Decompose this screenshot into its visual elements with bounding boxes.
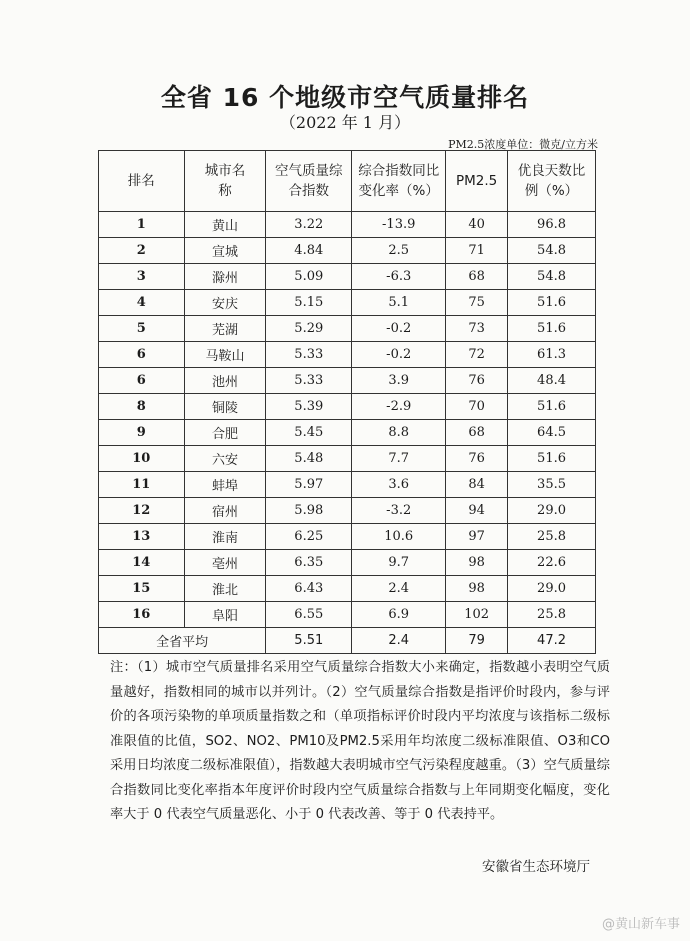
cell-pm25: 68 — [446, 420, 508, 446]
table-row — [99, 290, 596, 316]
cell-good-days: 29.0 — [508, 498, 596, 524]
header-city — [184, 151, 266, 212]
cell-rank: 6 — [99, 368, 185, 394]
cell-city: 宿州 — [184, 498, 266, 524]
cell-rank: 12 — [99, 498, 185, 524]
cell-pm25: 72 — [446, 342, 508, 368]
cell-change: -2.9 — [352, 394, 446, 420]
cell-good-days: 29.0 — [508, 576, 596, 602]
cell-change: 2.4 — [352, 576, 446, 602]
watermark: @黄山新车事 — [601, 917, 680, 932]
cell-pm25: 84 — [446, 472, 508, 498]
cell-change: 9.7 — [352, 550, 446, 576]
cell-change: 3.6 — [352, 472, 446, 498]
cell-rank: 16 — [99, 602, 185, 628]
cell-good-days: 51.6 — [508, 316, 596, 342]
cell-pm25: 76 — [446, 368, 508, 394]
cell-aqi: 4.84 — [266, 238, 352, 264]
page-title: 全省 16 个地级市空气质量排名 — [160, 83, 530, 112]
cell-aqi: 5.45 — [266, 420, 352, 446]
ranking-table — [98, 150, 596, 654]
cell-pm25: 73 — [446, 316, 508, 342]
cell-good-days: 51.6 — [508, 394, 596, 420]
cell-aqi: 5.98 — [266, 498, 352, 524]
page-subtitle: （2022 年 1 月） — [279, 113, 411, 132]
cell-good-days: 22.6 — [508, 550, 596, 576]
cell-city: 阜阳 — [184, 602, 266, 628]
cell-pm25: 68 — [446, 264, 508, 290]
notes-paragraph: 注：（1）城市空气质量排名采用空气质量综合指数大小来确定，指数越小表明空气质量越好，指数相同的城市以并列计。（2）空气质量综合指数是指评价时段内，参与评价的各项污染物的单项质量指数之和（单项指标评价时段内平均浓度与该指标二级标准限值的比值，SO2、NO2、PM10及PM2.5采用年均浓度二级标准限值、O3和CO采用日均浓度二级标准限值），指数越大表明城市空气污染程度越重。（3）空气质量综合指数同比变化率指本年度评价时段内空气质量综合指数与上年同期变化幅度，变化率大于 0 代表空气质量恶化、小于 0 代表改善、等于 0 代表持平。 — [110, 660, 610, 822]
cell-aqi: 6.43 — [266, 576, 352, 602]
cell-rank: 13 — [99, 524, 185, 550]
cell-aqi: 6.35 — [266, 550, 352, 576]
table-row — [99, 394, 596, 420]
issuer: 安徽省生态环境厅 — [482, 859, 590, 875]
cell-good-days: 96.8 — [508, 212, 596, 238]
cell-city: 黄山 — [184, 212, 266, 238]
cell-city: 亳州 — [184, 550, 266, 576]
table-row — [99, 238, 596, 264]
cell-good-days: 51.6 — [508, 290, 596, 316]
cell-rank: 6 — [99, 342, 185, 368]
average-good-days: 47.2 — [508, 628, 596, 654]
cell-pm25: 97 — [446, 524, 508, 550]
table-row — [99, 602, 596, 628]
cell-aqi: 5.15 — [266, 290, 352, 316]
cell-city: 蚌埠 — [184, 472, 266, 498]
cell-aqi: 5.33 — [266, 368, 352, 394]
cell-city: 池州 — [184, 368, 266, 394]
cell-change: 7.7 — [352, 446, 446, 472]
header-pm25: PM2.5 — [446, 151, 508, 212]
cell-good-days: 48.4 — [508, 368, 596, 394]
cell-rank: 1 — [99, 212, 185, 238]
cell-rank: 10 — [99, 446, 185, 472]
cell-pm25: 71 — [446, 238, 508, 264]
cell-good-days: 61.3 — [508, 342, 596, 368]
table-row — [99, 498, 596, 524]
header-aqi-text: 空气质量综合指数 — [275, 163, 343, 199]
unit-note: PM2.5浓度单位：微克/立方米 — [448, 138, 598, 151]
cell-pm25: 98 — [446, 550, 508, 576]
header-city-text: 城市名称 — [204, 163, 246, 199]
cell-city: 淮南 — [184, 524, 266, 550]
cell-rank: 2 — [99, 238, 185, 264]
cell-city: 淮北 — [184, 576, 266, 602]
header-change — [352, 151, 446, 212]
cell-aqi: 6.55 — [266, 602, 352, 628]
average-pm25: 79 — [446, 628, 508, 654]
cell-pm25: 76 — [446, 446, 508, 472]
cell-aqi: 3.22 — [266, 212, 352, 238]
cell-rank: 3 — [99, 264, 185, 290]
header-aqi — [266, 151, 352, 212]
average-aqi: 5.51 — [266, 628, 352, 654]
table-header-row — [99, 151, 596, 212]
cell-rank: 5 — [99, 316, 185, 342]
cell-pm25: 40 — [446, 212, 508, 238]
cell-rank: 4 — [99, 290, 185, 316]
table-row — [99, 420, 596, 446]
cell-city: 合肥 — [184, 420, 266, 446]
table-row — [99, 264, 596, 290]
cell-good-days: 35.5 — [508, 472, 596, 498]
cell-change: -0.2 — [352, 342, 446, 368]
cell-good-days: 54.8 — [508, 264, 596, 290]
table-row — [99, 212, 596, 238]
header-rank: 排名 — [99, 151, 185, 212]
cell-rank: 15 — [99, 576, 185, 602]
cell-change: -0.2 — [352, 316, 446, 342]
cell-change: -13.9 — [352, 212, 446, 238]
cell-change: 3.9 — [352, 368, 446, 394]
average-row — [99, 628, 596, 654]
cell-city: 马鞍山 — [184, 342, 266, 368]
header-change-text: 综合指数同比变化率（%） — [358, 163, 440, 199]
cell-city: 铜陵 — [184, 394, 266, 420]
cell-aqi: 5.09 — [266, 264, 352, 290]
cell-change: 2.5 — [352, 238, 446, 264]
cell-good-days: 51.6 — [508, 446, 596, 472]
cell-good-days: 25.8 — [508, 524, 596, 550]
cell-city: 宣城 — [184, 238, 266, 264]
header-good-days-text: 优良天数比例（%） — [517, 163, 586, 199]
cell-good-days: 64.5 — [508, 420, 596, 446]
cell-good-days: 54.8 — [508, 238, 596, 264]
cell-aqi: 5.39 — [266, 394, 352, 420]
table-row — [99, 368, 596, 394]
cell-city: 滁州 — [184, 264, 266, 290]
table-row — [99, 576, 596, 602]
cell-change: 5.1 — [352, 290, 446, 316]
table-row — [99, 342, 596, 368]
cell-change: 6.9 — [352, 602, 446, 628]
cell-rank: 8 — [99, 394, 185, 420]
table-row — [99, 550, 596, 576]
cell-aqi: 5.97 — [266, 472, 352, 498]
cell-change: -6.3 — [352, 264, 446, 290]
cell-change: -3.2 — [352, 498, 446, 524]
header-good-days — [508, 151, 596, 212]
cell-aqi: 6.25 — [266, 524, 352, 550]
cell-aqi: 5.33 — [266, 342, 352, 368]
cell-change: 8.8 — [352, 420, 446, 446]
cell-rank: 11 — [99, 472, 185, 498]
cell-city: 安庆 — [184, 290, 266, 316]
cell-pm25: 98 — [446, 576, 508, 602]
table-row — [99, 472, 596, 498]
table-row — [99, 316, 596, 342]
cell-aqi: 5.48 — [266, 446, 352, 472]
cell-change: 10.6 — [352, 524, 446, 550]
average-label: 全省平均 — [99, 628, 266, 654]
cell-good-days: 25.8 — [508, 602, 596, 628]
cell-pm25: 94 — [446, 498, 508, 524]
cell-pm25: 75 — [446, 290, 508, 316]
average-change: 2.4 — [352, 628, 446, 654]
cell-rank: 14 — [99, 550, 185, 576]
cell-rank: 9 — [99, 420, 185, 446]
table-row — [99, 446, 596, 472]
cell-city: 芜湖 — [184, 316, 266, 342]
cell-pm25: 102 — [446, 602, 508, 628]
table-row — [99, 524, 596, 550]
cell-pm25: 70 — [446, 394, 508, 420]
cell-aqi: 5.29 — [266, 316, 352, 342]
cell-city: 六安 — [184, 446, 266, 472]
